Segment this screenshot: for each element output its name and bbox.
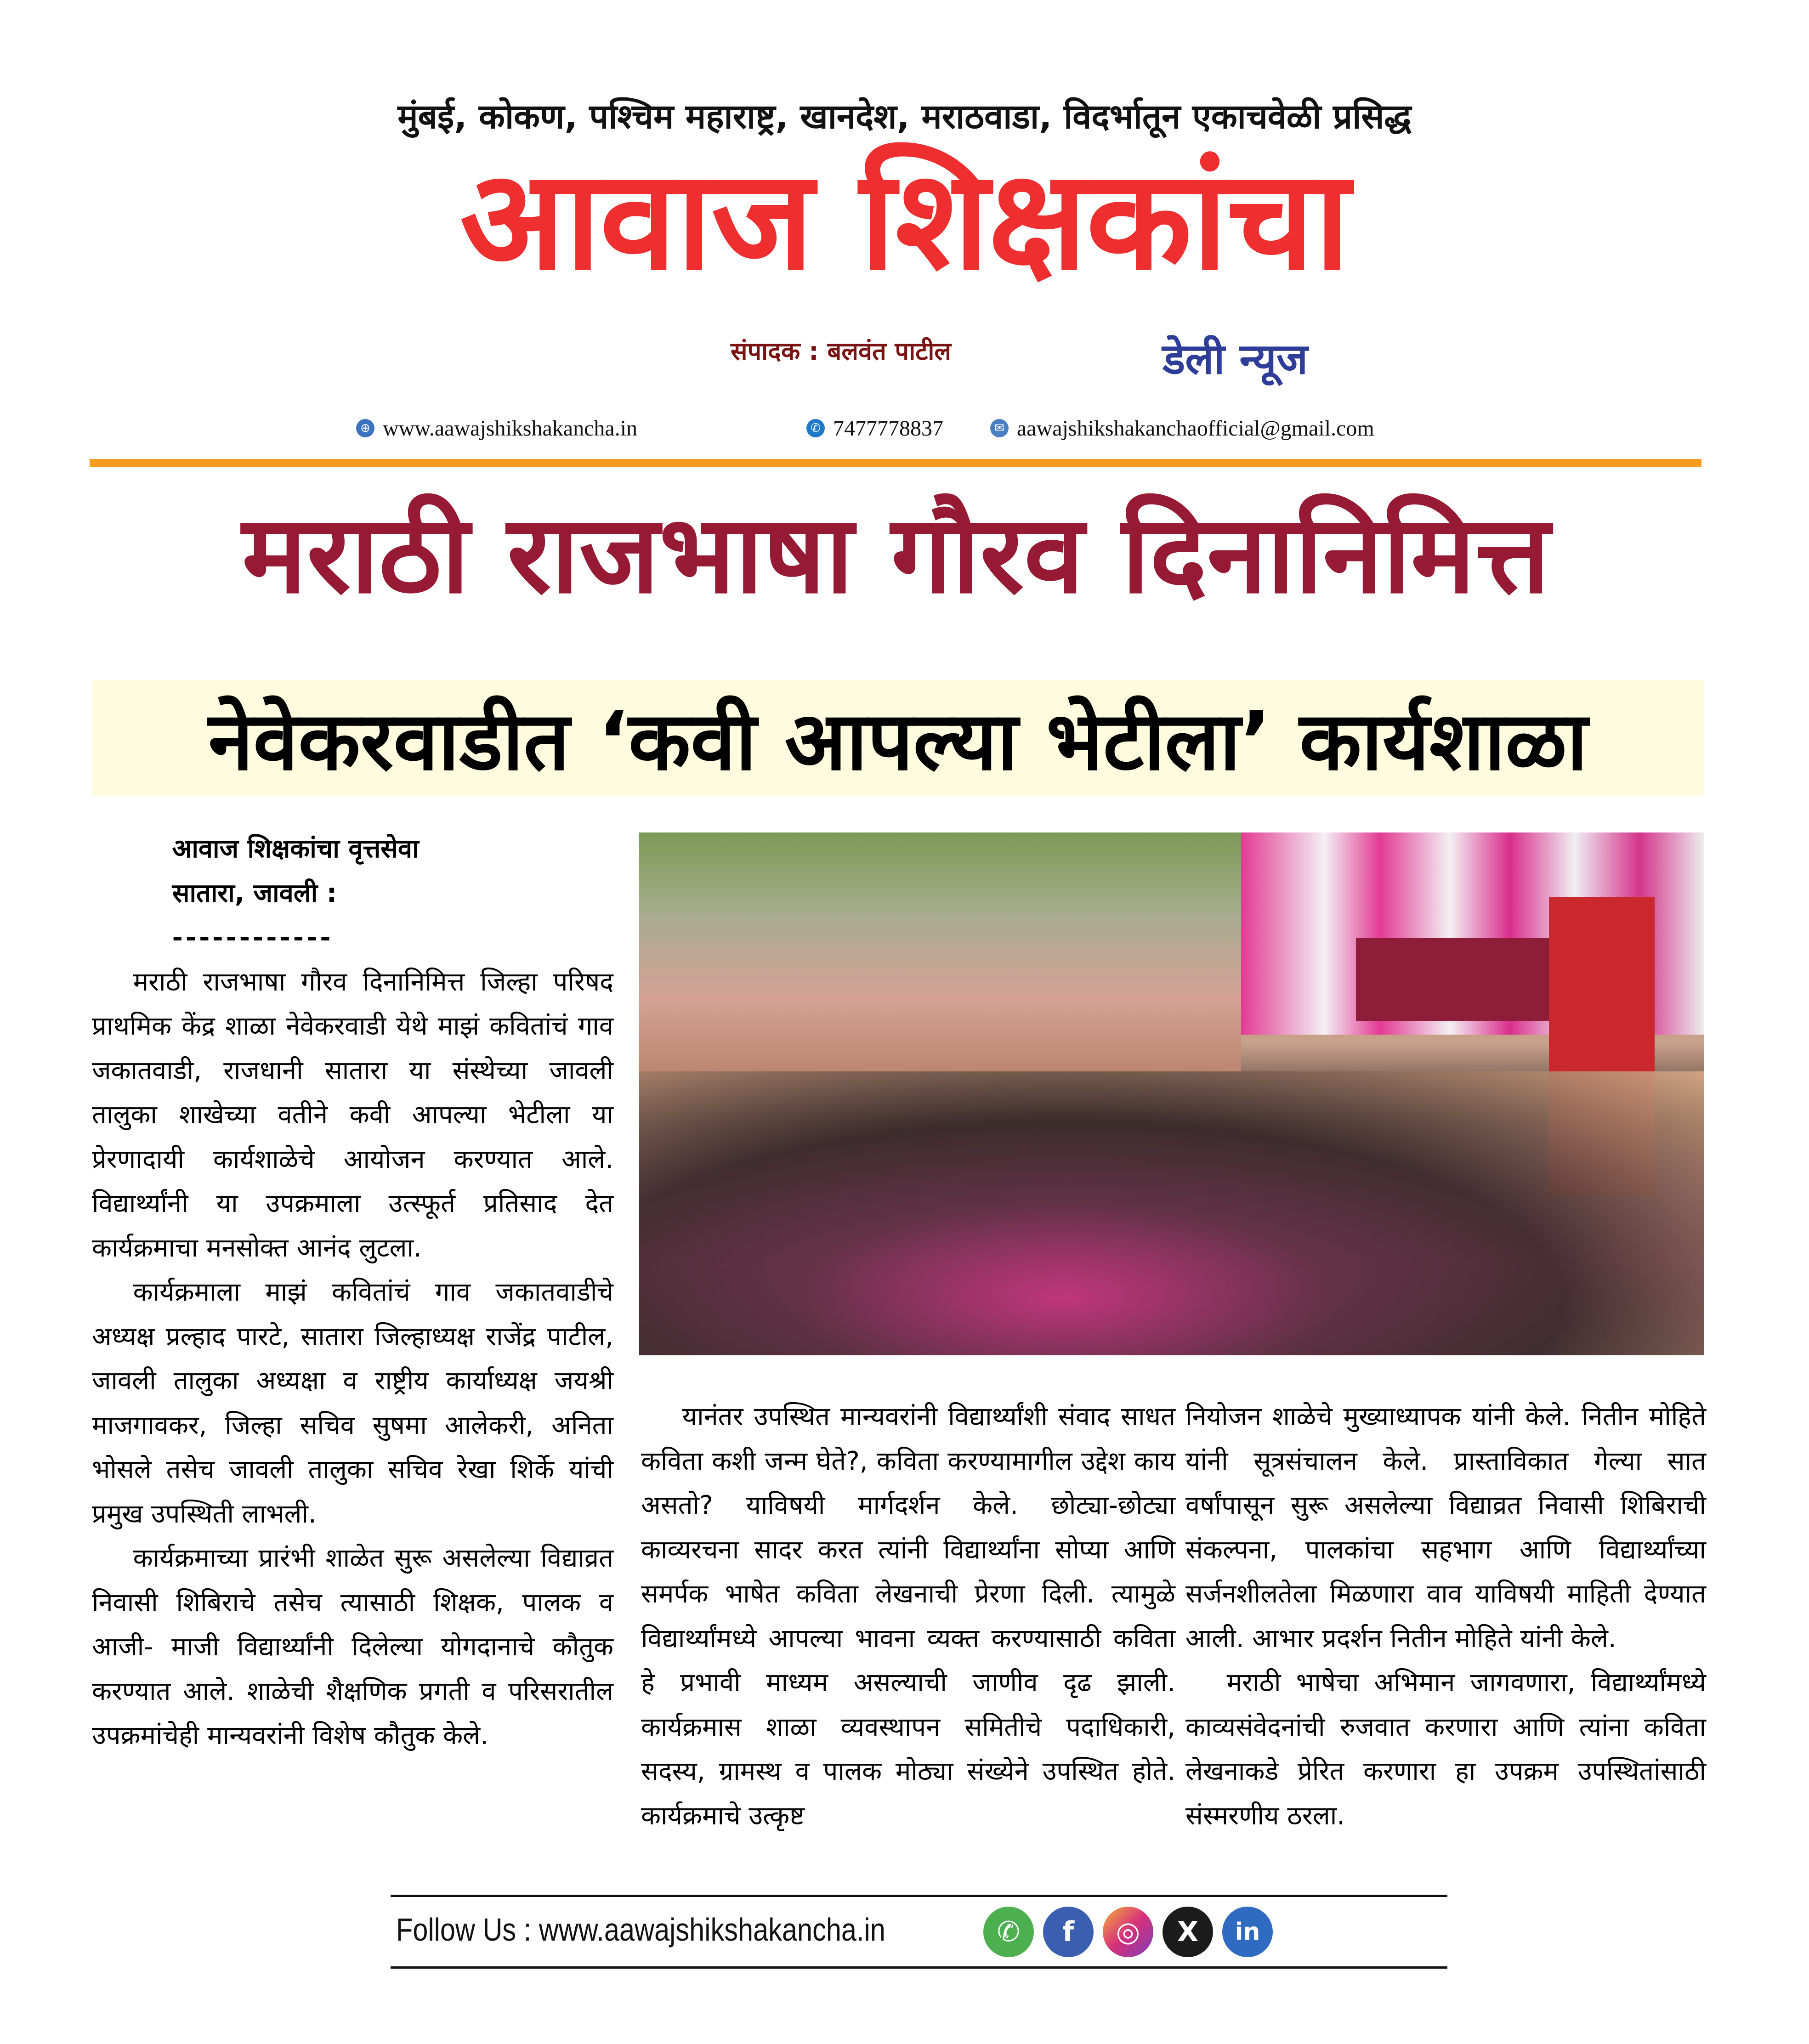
website-link[interactable]: www.aawajshikshakancha.in <box>383 416 638 441</box>
phone-number[interactable]: 7477778837 <box>833 416 943 441</box>
follow-us-link[interactable]: Follow Us : www.aawajshikshakancha.in <box>396 1912 885 1948</box>
footer-rule-bottom <box>391 1966 1447 1969</box>
social-icons <box>983 1907 1273 1957</box>
phone-icon: ✆ <box>806 419 825 437</box>
contact-email[interactable] <box>990 412 1374 444</box>
photo-seated-audience <box>639 1071 1704 1355</box>
article-byline: आवाज शिक्षकांचा वृत्तसेवा <box>172 834 419 864</box>
article-paragraph: मराठी राजभाषा गौरव दिनानिमित्त जिल्हा परिषद प्राथमिक केंद्र शाळा नेवेकरवाडी येथे माझं कवितांचं गाव जकातवाडी, राजधानी सातारा या संस्थेच्या जावली तालुका शाखेच्या वतीने कवी आपल्या भेटीला या प्रेरणादायी कार्यशाळेचे आयोजन करण्यात आले. विद्यार्थ्यांनी या उपक्रमाला उत्स्फूर्त प्रतिसाद देत कार्यक्रमाचा मनसोक्त आनंद लुटला. <box>92 967 613 1263</box>
x-icon[interactable]: X <box>1163 1907 1213 1957</box>
photo-dais-table <box>1356 938 1554 1021</box>
article-paragraph: यानंतर उपस्थित मान्यवरांनी विद्यार्थ्यांशी संवाद साधत कविता कशी जन्म घेते?, कविता करण्यामागील उद्देश काय असतो? याविषयी मार्गदर्शन केले. छोट्या-छोट्या काव्यरचना सादर करत त्यांनी विद्यार्थ्यांना सोप्या आणि समर्पक भाषेत कविता लेखनाची प्रेरणा दिली. त्यामुळे विद्यार्थ्यांमध्ये आपल्या भावना व्यक्त करण्यासाठी कविता हे प्रभावी माध्यम असल्याची जाणीव दृढ झाली. कार्यक्रमास शाळा व्यवस्थापन समितीचे पदाधिकारी, सदस्य, ग्रामस्थ व पालक मोठ्या संख्येने उपस्थित होते. कार्यक्रमाचे उत्कृष्ट <box>641 1402 1175 1831</box>
article-paragraph: नियोजन शाळेचे मुख्याध्यापक यांनी केले. नितीन मोहिते यांनी सूत्रसंचालन केले. प्रास्ताविकात गेल्या सात वर्षांपासून सुरू असलेल्या विद्याव्रत निवासी शिबिराची संकल्पना, पालकांचा सहभाग आणि विद्यार्थ्यांच्या सर्जनशीलतेला मिळणारा वाव याविषयी माहिती देण्यात आली. आभार प्रदर्शन नितीन मोहिते यांनी केले. <box>1185 1402 1706 1653</box>
whatsapp-icon[interactable]: ✆ <box>983 1907 1034 1957</box>
instagram-icon[interactable]: ◎ <box>1103 1907 1153 1957</box>
article-subheadline: नेवेकरवाडीत ‘कवी आपल्या भेटीला’ कार्यशाळा <box>208 694 1588 788</box>
article-column-left <box>92 827 613 1758</box>
article-column-right <box>1185 1395 1706 1838</box>
byline-separator: ------------ <box>172 923 334 952</box>
facebook-icon[interactable]: f <box>1043 1907 1094 1957</box>
article-headline: मराठी राजभाषा गौरव दिनानिमित्त <box>242 492 1550 617</box>
edition-label: डेली न्यूज <box>1163 334 1308 384</box>
article-paragraph: कार्यक्रमाला माझं कवितांचं गाव जकातवाडीचे अध्यक्ष प्रल्हाद पारटे, सातारा जिल्हाध्यक्ष राजेंद्र पाटील, जावली तालुका अध्यक्षा व राष्ट्रीय कार्याध्यक्ष जयश्री माजगावकर, जिल्हा सचिव सुषमा आलेकरी, अनिता भोसले तसेच जावली तालुका सचिव रेखा शिर्के यांची प्रमुख उपस्थिती लाभली. <box>92 1277 613 1529</box>
article-dateline: सातारा, जावली : <box>172 878 337 908</box>
contact-phone[interactable] <box>806 412 943 444</box>
editor-credit: संपादक : बलवंत पाटील <box>731 337 952 366</box>
globe-icon: ⊕ <box>356 419 374 437</box>
email-link[interactable]: aawajshikshakanchaofficial@gmail.com <box>1017 416 1374 441</box>
footer-rule-top <box>391 1895 1447 1897</box>
article-paragraph: कार्यक्रमाच्या प्रारंभी शाळेत सुरू असलेल्या विद्याव्रत निवासी शिबिराचे तसेच त्यासाठी शिक्षक, पालक व आजी- माजी विद्यार्थ्यांनी दिलेल्या योगदानाचे कौतुक करण्यात आले. शाळेची शैक्षणिक प्रगती व परिसरातील उपक्रमांचेही मान्यवरांनी विशेष कौतुक केले. <box>92 1543 613 1750</box>
event-photo <box>639 832 1704 1355</box>
linkedin-icon[interactable]: in <box>1222 1907 1273 1957</box>
masthead-tagline: मुंबई, कोकण, पश्चिम महाराष्ट्र, खानदेश, मराठवाडा, विदर्भातून एकाचवेळी प्रसिद्ध <box>397 97 1412 136</box>
contact-website[interactable] <box>356 412 637 444</box>
photo-garden-wall <box>639 832 1241 1071</box>
article-column-middle <box>641 1395 1175 1838</box>
article-paragraph: मराठी भाषेचा अभिमान जागवणारा, विद्यार्थ्यांमध्ये काव्यसंवेदनांची रुजवात करणारा आणि त्यांना कविता लेखनाकडे प्रेरित करणारा हा उपक्रम उपस्थितांसाठी संस्मरणीय ठरला. <box>1185 1668 1706 1831</box>
masthead-divider <box>90 459 1701 467</box>
mail-icon: ✉ <box>990 419 1009 437</box>
newspaper-title: आवाज शिक्षकांचा <box>459 140 1350 300</box>
